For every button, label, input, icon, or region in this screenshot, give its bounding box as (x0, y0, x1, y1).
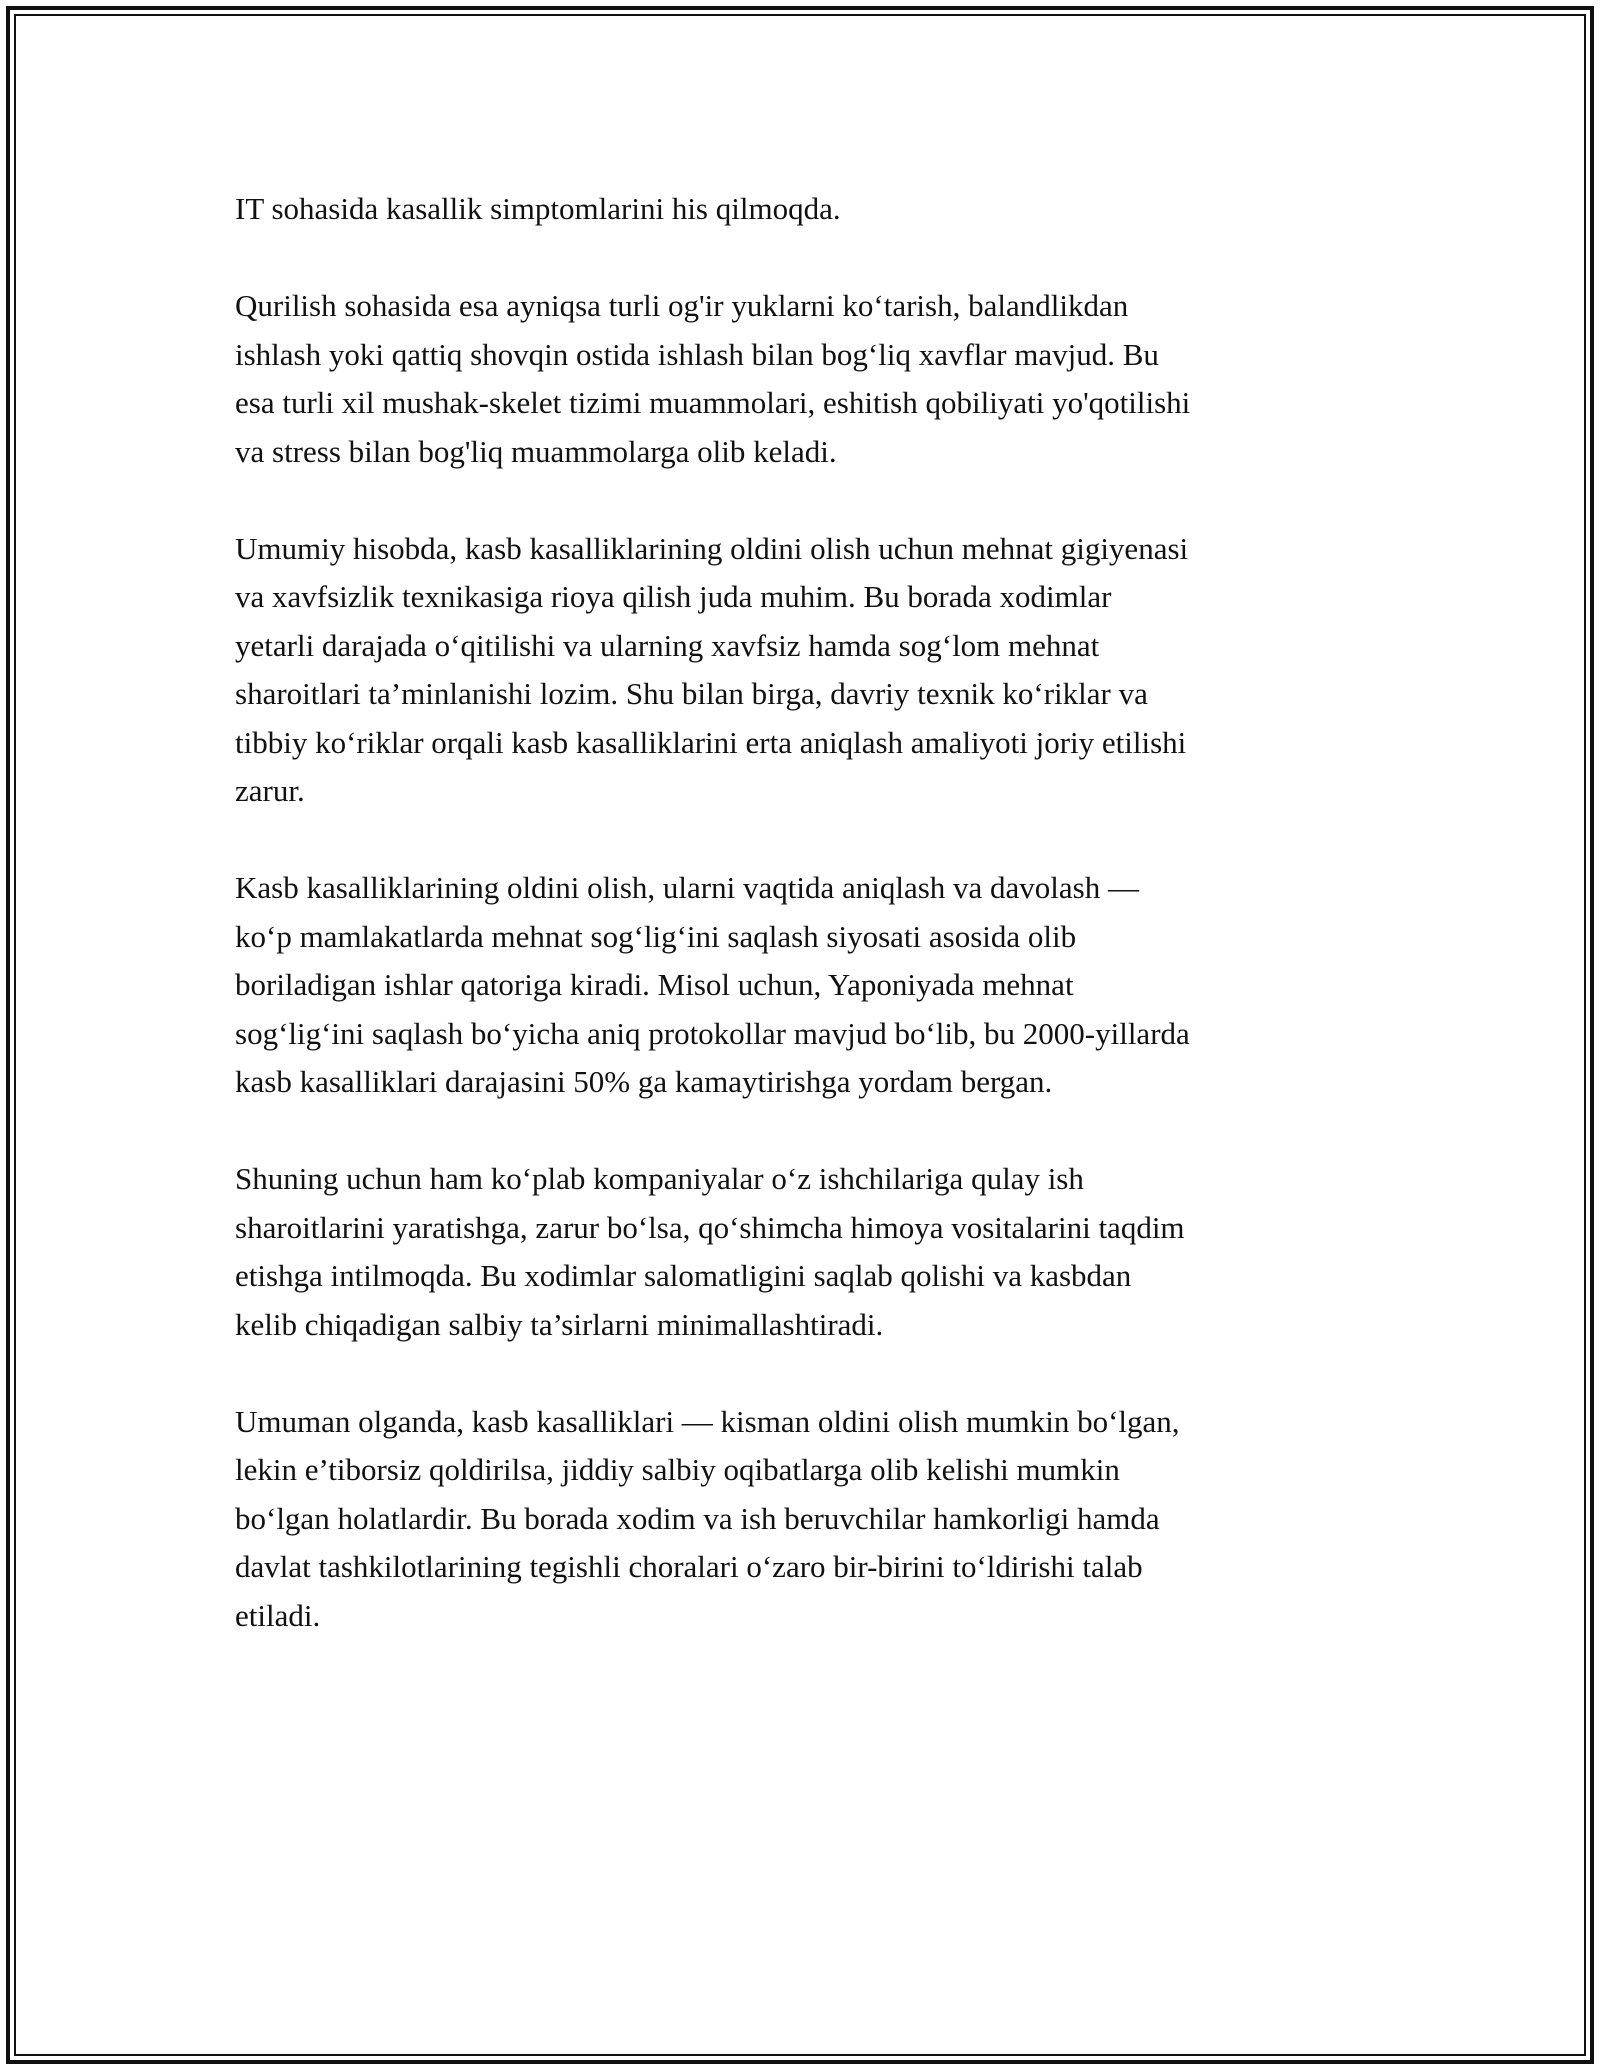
text-line: etiladi. (235, 1597, 321, 1633)
paragraph (235, 1155, 1375, 1349)
text-line: zarur. (235, 773, 305, 808)
paragraph (235, 525, 1375, 816)
paragraph (235, 282, 1375, 476)
text-line: sharoitlarini yaratishga, zarur bo‘lsa, qo‘shimcha himoya vositalarini taqdim (235, 1209, 1185, 1245)
text-line: kelib chiqadigan salbiy ta’sirlarni minimallashtiradi. (235, 1306, 884, 1342)
text-line: Umuman olganda, kasb kasalliklari — kisman oldini olish mumkin bo‘lgan, (235, 1403, 1180, 1439)
text-line: va xavfsizlik texnikasiga rioya qilish juda muhim. Bu borada xodimlar (235, 579, 1112, 614)
text-line: davlat tashkilotlarining tegishli choralari o‘zaro bir-birini to‘ldirishi talab (235, 1549, 1143, 1584)
text-line: boriladigan ishlar qatoriga kiradi. Misol uchun, Yaponiyada mehnat (235, 967, 1074, 1002)
text-line: tibbiy ko‘riklar orqali kasb kasalliklarini erta aniqlash amaliyoti joriy etilishi (235, 724, 1187, 760)
document-body (235, 185, 1375, 1689)
text-line: va stress bilan bog'liq muammolarga olib keladi. (235, 433, 837, 469)
text-line: bo‘lgan holatlardir. Bu borada xodim va ish beruvchilar hamkorligi hamda (235, 1500, 1160, 1536)
text-line: ishlash yoki qattiq shovqin ostida ishlash bilan bog‘liq xavflar mavjud. Bu (235, 336, 1159, 372)
paragraph (235, 1398, 1375, 1641)
text-line: Umumiy hisobda, kasb kasalliklarining oldini olish uchun mehnat gigiyenasi (235, 530, 1189, 566)
text-line: etishga intilmoqda. Bu xodimlar salomatligini saqlab qolishi va kasbdan (235, 1258, 1132, 1293)
text-line: sog‘lig‘ini saqlash bo‘yicha aniq protokollar mavjud bo‘lib, bu 2000-yillarda (235, 1015, 1190, 1051)
text-line: kasb kasalliklari darajasini 50% ga kamaytirishga yordam bergan. (235, 1064, 1053, 1099)
text-line: ko‘p mamlakatlarda mehnat sog‘lig‘ini saqlash siyosati asosida olib (235, 918, 1077, 954)
text-line: sharoitlari ta’minlanishi lozim. Shu bilan birga, davriy texnik ko‘riklar va (235, 676, 1148, 711)
paragraph (235, 864, 1375, 1107)
text-line: yetarli darajada o‘qitilishi va ularning xavfsiz hamda sog‘lom mehnat (235, 627, 1100, 663)
text-line: Qurilish sohasida esa ayniqsa turli og'ir yuklarni ko‘tarish, balandlikdan (235, 288, 1129, 323)
text-line: esa turli xil mushak-skelet tizimi muammolari, eshitish qobiliyati yo'qotilishi (235, 385, 1191, 420)
text-line: Shuning uchun ham ko‘plab kompaniyalar o‘z ishchilariga qulay ish (235, 1161, 1084, 1196)
text-line: Kasb kasalliklarining oldini olish, ularni vaqtida aniqlash va davolash — (235, 870, 1139, 905)
text-line: lekin e’tiborsiz qoldirilsa, jiddiy salbiy oqibatlarga olib kelishi mumkin (235, 1452, 1120, 1487)
paragraph (235, 185, 1375, 234)
text-line: IT sohasida kasallik simptomlarini his qilmoqda. (235, 191, 841, 226)
